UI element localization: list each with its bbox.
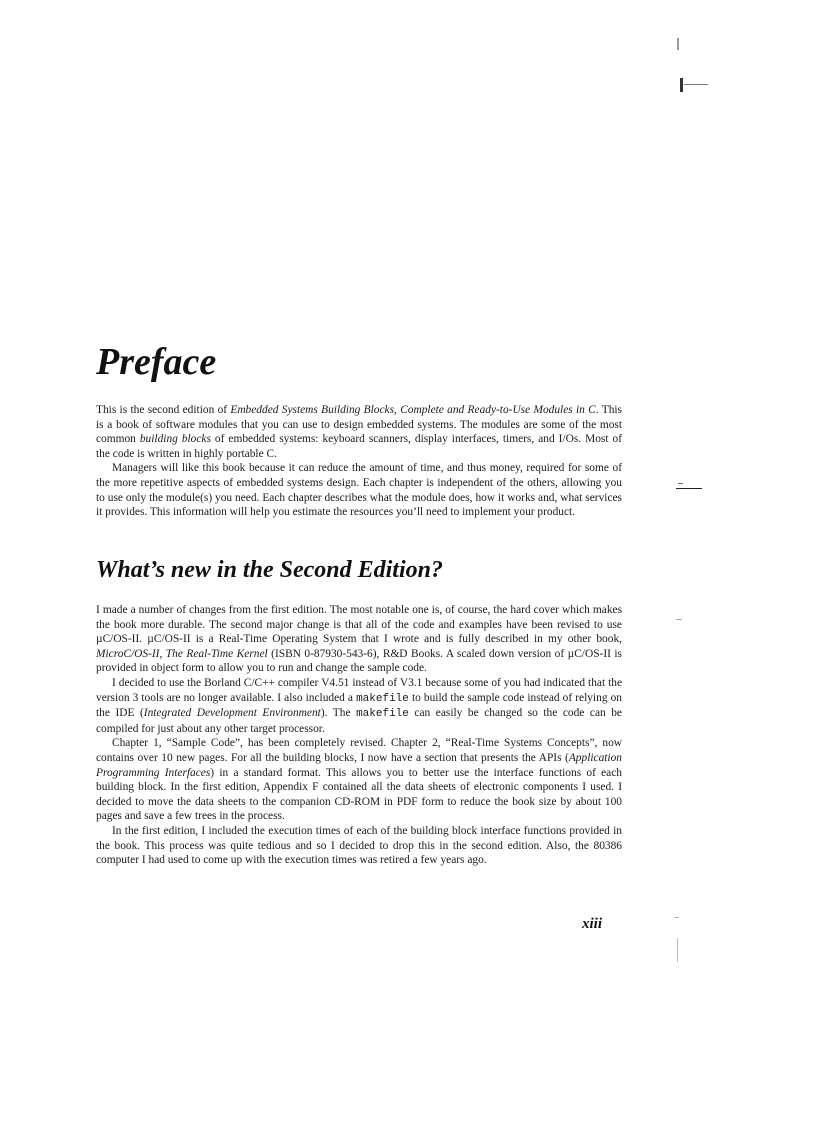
scan-mark	[677, 38, 679, 50]
scan-mark	[675, 917, 679, 918]
preface-paragraph-2: Managers will like this book because it can reduce the amount of time, and thus money, required for some of the more repetitive aspects of embedded systems design. Each chapter is independent of the others, allowing you to use only the module(s) you need. Each chapter describes what the module does, how it works and, what services it provides. This information will help you estimate the resources you’ll need to implement your product.	[96, 462, 622, 519]
scan-mark	[676, 619, 682, 620]
section-paragraph-4: In the first edition, I included the execution times of each of the building block interface functions provided in the book. This process was quite tedious and so I decided to drop this in the second edition. Also, the 80386 computer I had used to come up with the execution times was retired a few years ago.	[96, 824, 622, 867]
scan-mark	[677, 938, 678, 962]
scan-mark	[676, 488, 702, 489]
page-number: xiii	[582, 916, 603, 932]
preface-body	[96, 403, 622, 520]
scan-mark	[684, 84, 708, 85]
section-paragraph-3: Chapter 1, “Sample Code”, has been completely revised. Chapter 2, “Real-Time Systems Concepts”, now contains over 10 new pages. For all the building blocks, I now have a section that presents the APIs (Application Programming Interfaces) in a standard format. This allows you to better use the interface functions of each building block. In the first edition, Appendix F contained all the data sheets of electronic components I used. I decided to move the data sheets to the companion CD-ROM in PDF form to reduce the book size by about 100 pages and save a few trees in the process.	[96, 737, 622, 823]
section-paragraph-2: I decided to use the Borland C/C++ compiler V4.51 instead of V3.1 because some of you had indicated that the version 3 tools are no longer available. I also included a makefile to build the sample code instead of relying on the IDE (Integrated Development Environment). The makefile can easily be changed so the code can be compiled for just about any other target processor.	[96, 676, 622, 735]
preface-paragraph-1: This is the second edition of Embedded Systems Building Blocks, Complete and Ready-to-Use Modules in C. This is a book of software modules that you can use to design embedded systems. The modules are some of the most common building blocks of embedded systems: keyboard scanners, display interfaces, timers, and I/Os. Most of the code is written in highly portable C.	[96, 404, 623, 460]
scan-mark	[680, 78, 683, 92]
section-paragraph-1: I made a number of changes from the first edition. The most notable one is, of course, the hard cover which makes the book more durable. The second major change is that all of the code and examples have been revised to use µC/OS-II. µC/OS-II is a Real-Time Operating System that I wrote and is fully described in my other book, MicroC/OS-II, The Real-Time Kernel (ISBN 0-87930-543-6), R&D Books. A scaled down version of µC/OS-II is provided in object form to allow you to run and change the sample code.	[96, 604, 622, 675]
section-title: What’s new in the Second Edition?	[96, 557, 443, 583]
chapter-title: Preface	[96, 341, 217, 383]
scan-mark	[678, 483, 683, 484]
section-body	[96, 603, 622, 868]
